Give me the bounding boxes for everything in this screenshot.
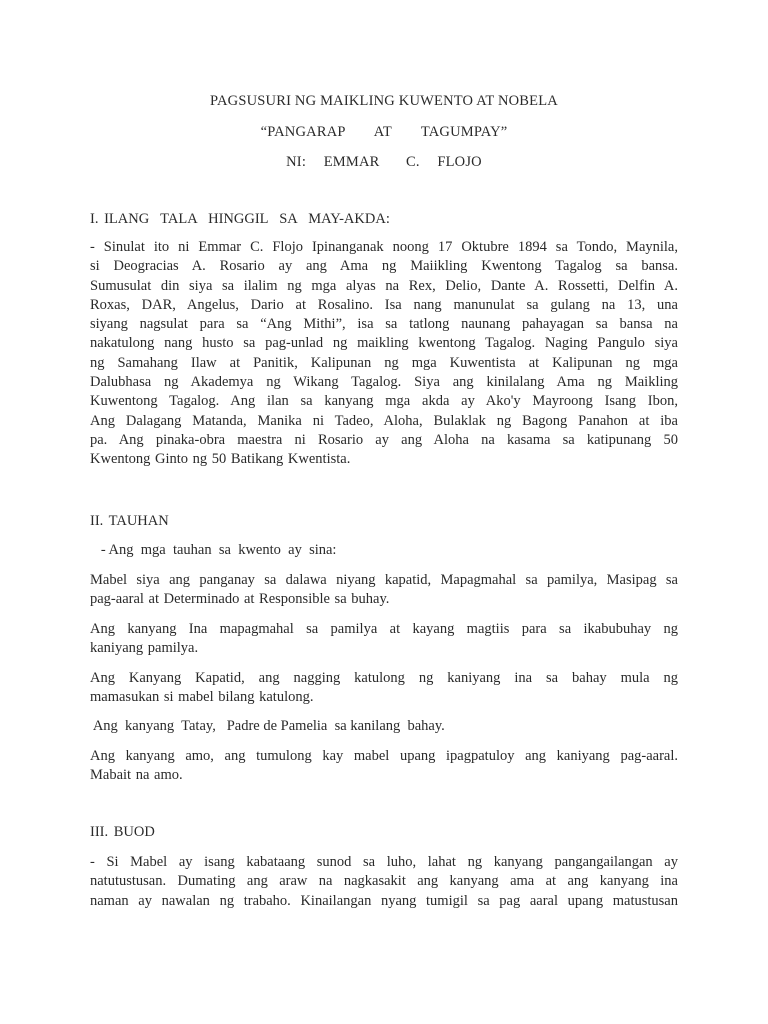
document-title: PAGSUSURI NG MAIKLING KUWENTO AT NOBELA [210, 93, 558, 109]
paragraph-line: Sumusulat din siya sa ilalim ng mga alyas na Rex, Delio, Dante A. Rossetti, Delfin A. [90, 277, 678, 294]
paragraph-line: Dalubhasa ng Akademya ng Wikang Tagalog. Siya ang kinilalang Ama ng Maikling [90, 374, 678, 391]
section-body-may-akda [90, 238, 678, 470]
paragraph-line: nakatulong nang husto sa pag-unlad ng maikling kwentong Tagalog. Naging Pangulo siya [90, 335, 678, 352]
author-line: NI: EMMAR C. FLOJO [286, 154, 482, 170]
tauhan-intro: - Ang mga tauhan sa kwento ay sina: [90, 542, 337, 558]
paragraph-line: Kwentong Ginto ng 50 Batikang Kwentista. [90, 451, 351, 468]
story-title: “PANGARAP AT TAGUMPAY” [260, 124, 508, 140]
tauhan-tatay: Ang kanyang Tatay, Padre de Pamelia sa kanilang bahay. [90, 718, 445, 734]
paragraph-line: naman ay nawalan ng trabaho. Kinailangan nyang tumigil sa pag aaral upang matustusan [90, 892, 678, 909]
paragraph-line: Kuwentong Tagalog. Ang ilan sa kanyang mga akda ay Ako'y Mayroong Isang Ibon, [90, 393, 678, 410]
paragraph-line: kaniyang pamilya. [90, 640, 199, 657]
section-heading-buod: III. BUOD [90, 824, 155, 840]
paragraph-line: Mabel siya ang panganay sa dalawa niyang kapatid, Mapagmahal sa pamilya, Masipag sa [90, 572, 678, 588]
paragraph-line: natutustusan. Dumating ang araw na nagkasakit ang kanyang ama at ang kanyang ina [90, 873, 678, 890]
paragraph-line: pa. Ang pinaka-obra maestra ni Rosario ay ang Aloha na kasama sa katipunang 50 [90, 431, 678, 448]
tauhan-amo [90, 747, 678, 786]
paragraph-line: mamasukan si mabel bilang katulong. [90, 689, 314, 706]
tauhan-ina [90, 620, 678, 659]
paragraph-line: - Si Mabel ay isang kabataang sunod sa luho, lahat ng kanyang pangangailangan ay [90, 854, 678, 870]
paragraph-line: Roxas, DAR, Angelus, Dario at Rosalino. Isa nang manunulat sa gulang na 13, una [90, 296, 678, 313]
tauhan-mabel [90, 571, 678, 610]
section-body-buod [90, 853, 678, 911]
tauhan-kapatid [90, 669, 678, 708]
section-heading-may-akda: I. ILANG TALA HINGGIL SA MAY-AKDA: [90, 211, 390, 227]
paragraph-line: Ang Dalagang Matanda, Manika ni Tadeo, Aloha, Bulaklak ng Bagong Panahon at iba [90, 412, 678, 429]
paragraph-line: - Sinulat ito ni Emmar C. Flojo Ipinanganak noong 17 Oktubre 1894 sa Tondo, Maynila, [90, 239, 678, 255]
paragraph-line: Mabait na amo. [90, 767, 183, 784]
paragraph-line: siyang nagsulat para sa “Ang Mithi”, isa sa tatlong naunang pahayagan sa bansa na [90, 316, 678, 333]
paragraph-line: ng Samahang Ilaw at Panitik, Kalipunan ng mga Kuwentista at Kalipunan ng mga [90, 354, 678, 371]
paragraph-line: Ang kanyang amo, ang tumulong kay mabel upang ipagpatuloy ang kaniyang pag-aaral. [90, 748, 678, 764]
paragraph-line: si Deogracias A. Rosario ay ang Ama ng Maiikling Kwentong Tagalog sa bansa. [90, 258, 678, 275]
section-heading-tauhan: II. TAUHAN [90, 513, 169, 529]
paragraph-line: pag-aaral at Determinado at Responsible sa buhay. [90, 591, 390, 608]
paragraph-line: Ang kanyang Ina mapagmahal sa pamilya at kayang magtiis para sa ikabubuhay ng [90, 621, 678, 637]
paragraph-line: Ang Kanyang Kapatid, ang nagging katulong ng kaniyang ina sa bahay mula ng [90, 670, 678, 686]
